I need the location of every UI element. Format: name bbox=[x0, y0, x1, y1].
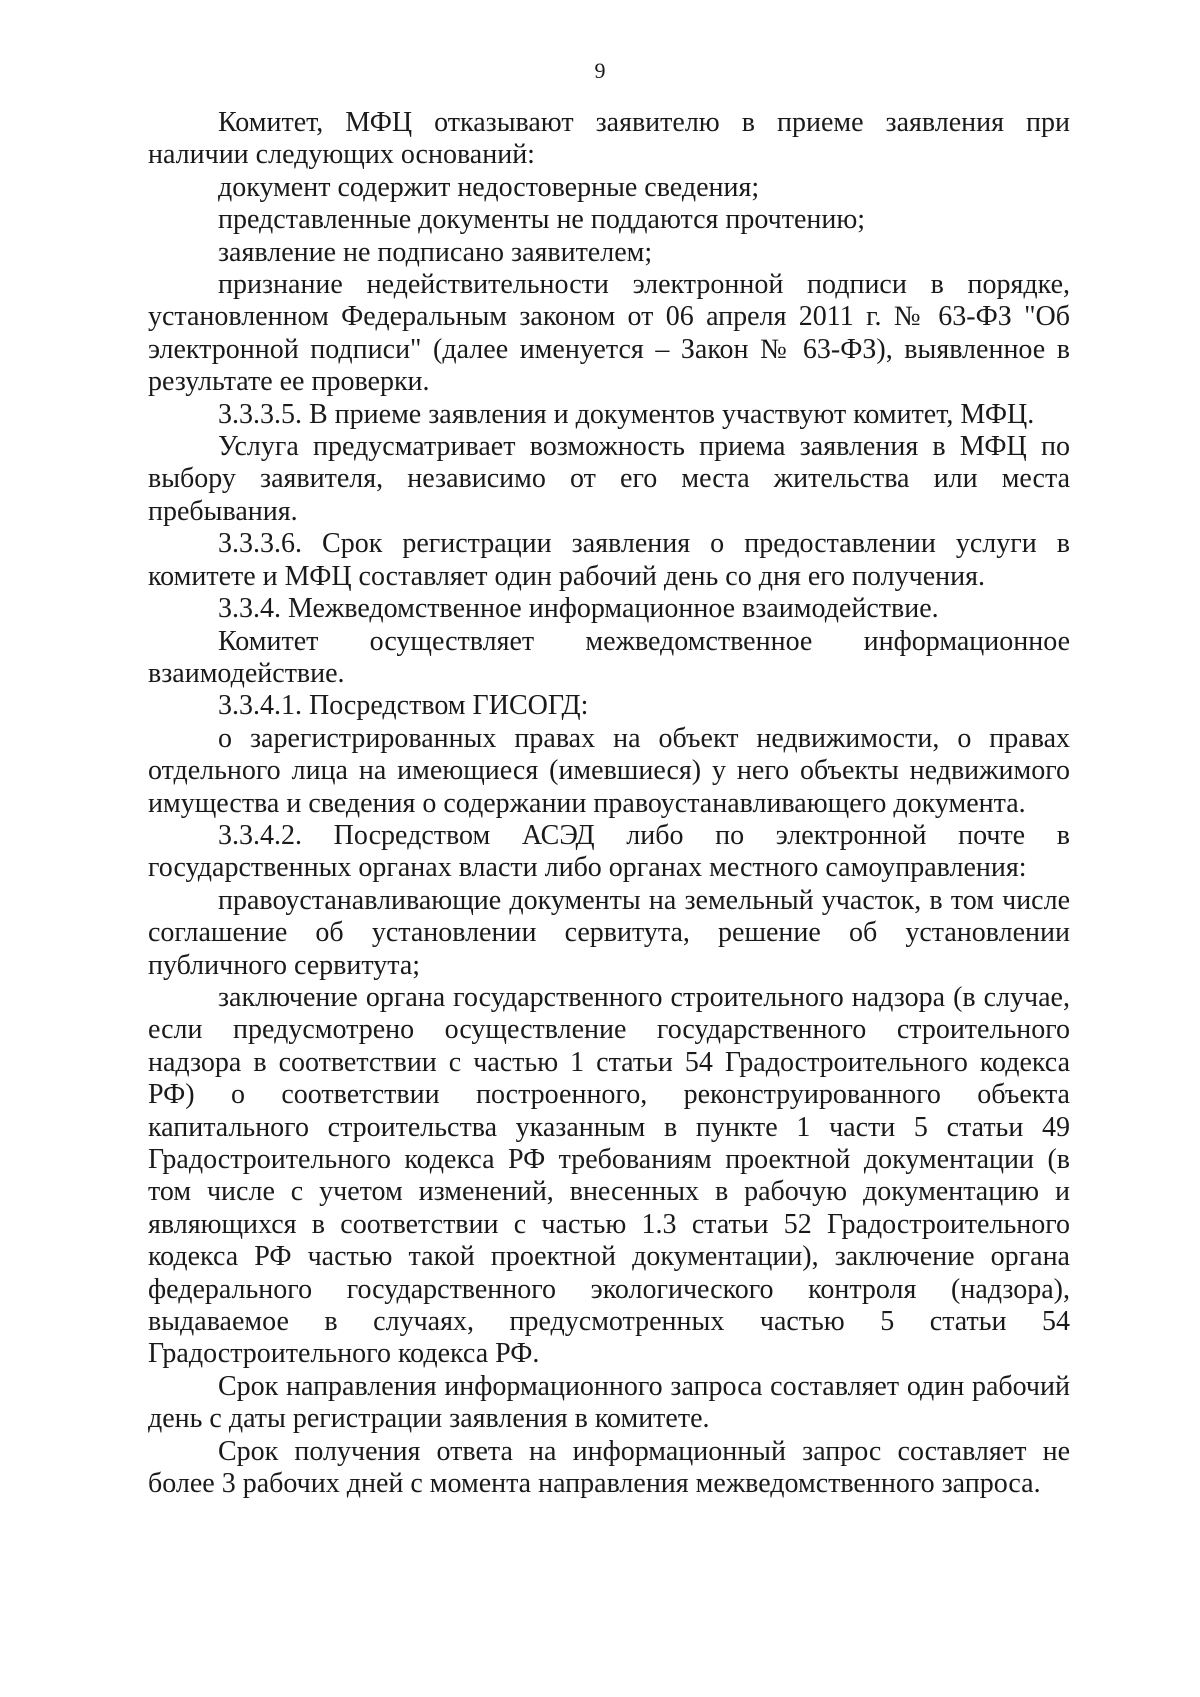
paragraph: Комитет, МФЦ отказывают заявителю в приеме заявления при наличии следующих оснований: bbox=[148, 107, 1070, 171]
paragraph: Услуга предусматривает возможность приема заявления в МФЦ по выбору заявителя, независимо от его места жительства или места пребывания. bbox=[148, 431, 1070, 527]
paragraph: 3.3.3.5. В приеме заявления и документов участвуют комитет, МФЦ. bbox=[218, 398, 1035, 430]
page-number: 9 bbox=[594, 58, 606, 83]
paragraph: документ содержит недостоверные сведения; bbox=[218, 171, 760, 203]
paragraph: признание недействительности электронной подписи в порядке, установленном Федеральным законом от 06 апреля 2011 г. № 63-ФЗ "Об электронной подписи" (далее именуется – Закон № 63-ФЗ), выявленное в результате ее проверки. bbox=[148, 269, 1070, 398]
document-body bbox=[148, 107, 1070, 1500]
paragraph: 3.3.4.2. Посредством АСЭД либо по электронной почте в государственных органах власти либо органах местного самоуправления: bbox=[148, 819, 1070, 884]
paragraph: правоустанавливающие документы на земельный участок, в том числе соглашение об установлении сервитута, решение об установлении публичного сервитута; bbox=[148, 884, 1070, 981]
paragraph: 3.3.4. Межведомственное информационное взаимодействие. bbox=[218, 593, 939, 625]
paragraph: заявление не подписано заявителем; bbox=[218, 236, 653, 268]
paragraph: 3.3.3.6. Срок регистрации заявления о предоставлении услуги в комитете и МФЦ составляет один рабочий день со дня его получения. bbox=[148, 528, 1070, 592]
paragraph: Комитет осуществляет межведомственное информационное взаимодействие. bbox=[148, 625, 1070, 689]
paragraph: представленные документы не поддаются прочтению; bbox=[218, 204, 866, 236]
paragraph: заключение органа государственного строительного надзора (в случае, если предусмотрено осуществление государственного строительного надзора в соответствии с частью 1 статьи 54 Градостроительного кодекса РФ) о соответствии построенного, реконструированного объекта капитального строительства указанным в пункте 1 части 5 статьи 49 Градостроительного кодекса РФ требованиям проектной документации (в том числе с учетом изменений, внесенных в рабочую документацию и являющихся в соответствии с частью 1.3 статьи 52 Градостроительного кодекса РФ частью такой проектной документации), заключение органа федерального государственного экологического контроля (надзора), выдаваемое в случаях, предусмотренных частью 5 статьи 54 Градостроительного кодекса РФ. bbox=[148, 981, 1070, 1370]
paragraph: о зарегистрированных правах на объект недвижимости, о правах отдельного лица на имеющиеся (имевшиеся) у него объекты недвижимого имущества и сведения о содержании правоустанавливающего документа. bbox=[148, 722, 1070, 819]
paragraph: 3.3.4.1. Посредством ГИСОГД: bbox=[218, 690, 589, 722]
paragraph: Срок направления информационного запроса составляет один рабочий день с даты регистрации заявления в комитете. bbox=[148, 1370, 1070, 1435]
paragraph: Срок получения ответа на информационный запрос составляет не более 3 рабочих дней с момента направления межведомственного запроса. bbox=[148, 1435, 1070, 1500]
